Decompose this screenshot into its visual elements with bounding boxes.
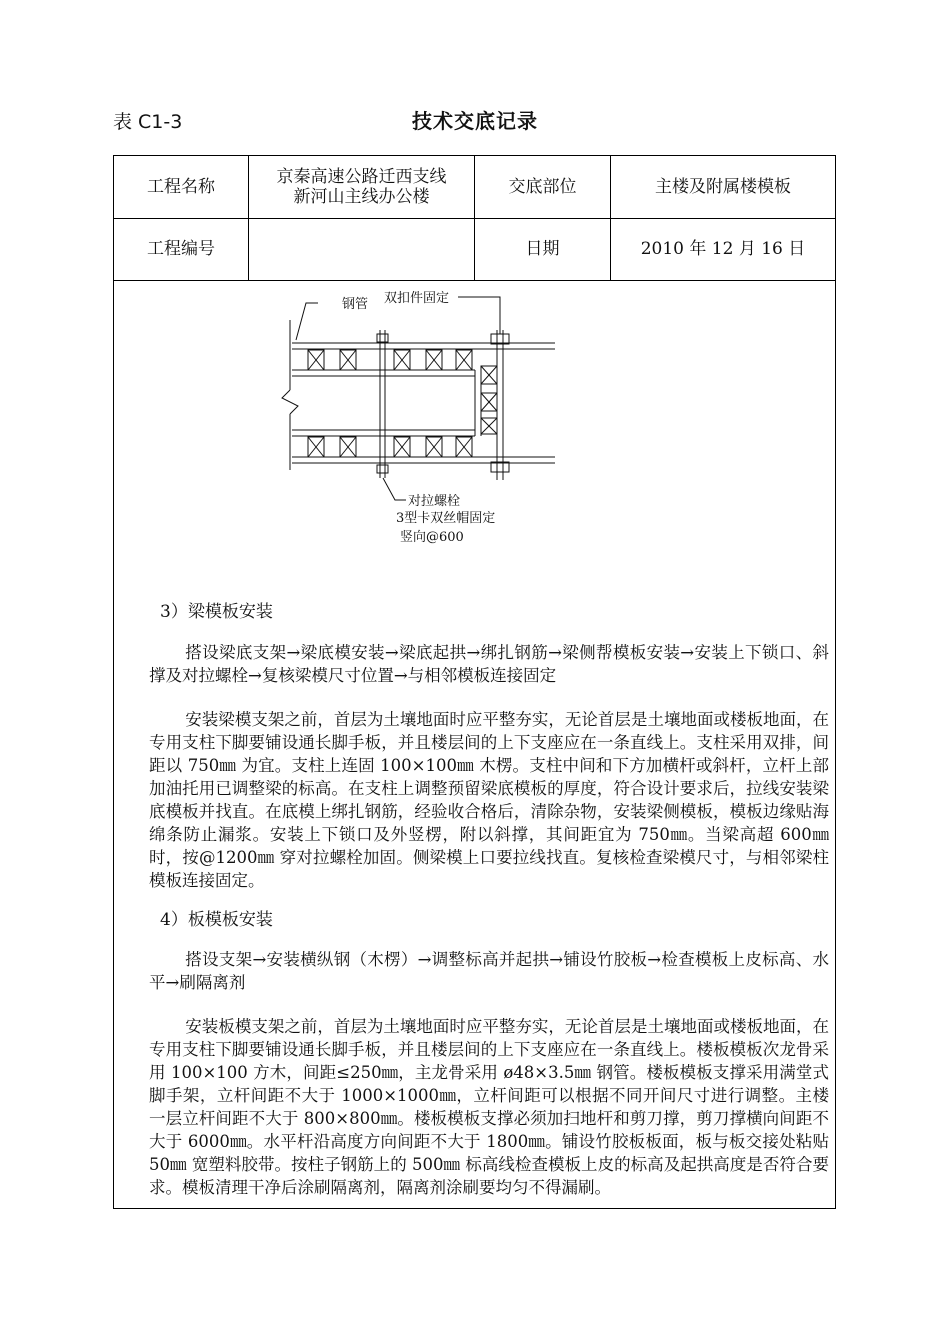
timber-blocks-lower — [308, 437, 472, 457]
timber-blocks-upper — [308, 350, 472, 370]
form-code: 表 C1-3 — [113, 111, 183, 133]
label-bolt: 对拉螺栓 — [408, 494, 461, 509]
label-card: 3型卡双丝帽固定 — [396, 511, 496, 526]
section-beam-flow: 搭设梁底支架→梁底模安装→梁底起拱→绑扎钢筋→梁侧帮模板安装→安装上下锁口、斜撑及对拉螺栓→复核梁模尺寸位置→与相邻模板连接固定 — [149, 643, 829, 685]
date-label: 日期 — [475, 218, 611, 280]
label-vertical: 竖向@600 — [400, 530, 464, 545]
section-slab-body: 安装板模支架之前，首层为土壤地面时应平整夯实，无论首层是土壤地面或楼板地面，在专用支柱下脚要铺设通长脚手板，并且楼层间的上下支座应在一条直线上。楼板模板次龙骨采用 100×100 方木，间距≤250㎜，主龙骨采用 ø48×3.5㎜ 钢管。楼板模板支撑采用满堂式脚手架，立杆间距不大于 1000×1000㎜，立杆间距可以根据不同开间尺寸进行调整。主楼一层立杆间距不大于 800×800㎜。楼板模板支撑必须加扫地杆和剪刀撑，剪刀撑横向间距不大于 6000㎜。水平杆沿高度方向间距不大于 1800㎜。铺设竹胶板板面，板与板交接处粘贴 50㎜ 宽塑料胶带。按柱子钢筋上的 500㎜ 标高线检查模板上皮的标高及起拱高度是否符合要求。模板清理干净后涂刷隔离剂，隔离剂涂刷要均匀不得漏刷。 — [149, 1017, 829, 1197]
document-title: 技术交底记录 — [412, 109, 538, 133]
section-beam-heading: 3）梁模板安装 — [160, 602, 273, 622]
timber-blocks-right — [481, 366, 497, 434]
section-beam-body: 安装梁模支架之前，首层为土壤地面时应平整夯实，无论首层是土壤地面或楼板地面，在专用支柱下脚要铺设通长脚手板，并且楼层间的上下支座应在一条直线上。支柱采用双排，间距以 750㎜ 为宜。支柱上连固 100×100㎜ 木楞。支柱中间和下方加横杆或斜杆，立杆上部加油托用已调整梁的标高。在支柱上调整预留梁底模板的厚度，符合设计要求后，拉线安装梁底模板并找直。在底模上绑扎钢筋，经验收合格后，清除杂物，安装梁侧模板，模板边缘贴海绵条防止漏浆。安装上下锁口及外竖楞，附以斜撑，其间距宜为 750㎜。当梁高超 600㎜ 时，按@1200㎜ 穿对拉螺栓加固。侧梁模上口要拉线找直。复核检查梁模尺寸，与相邻梁柱模板连接固定。 — [149, 710, 829, 890]
label-clamp: 双扣件固定 — [384, 291, 450, 306]
formwork-diagram — [0, 0, 950, 560]
section-slab-flow: 搭设支架→安装横纵钢（木楞）→调整标高并起拱→铺设竹胶板→检查模板上皮标高、水平→刷隔离剂 — [149, 950, 829, 992]
project-name-line1: 京秦高速公路迁西支线 — [276, 167, 447, 187]
section-slab-heading: 4）板模板安装 — [160, 910, 273, 930]
project-no-label: 工程编号 — [114, 218, 249, 280]
project-name-label: 工程名称 — [114, 156, 249, 218]
wall-break — [282, 390, 298, 414]
label-pipe: 钢管 — [342, 297, 369, 312]
location-value: 主楼及附属楼模板 — [655, 177, 791, 197]
date-value: 2010 年 12 月 16 日 — [640, 239, 806, 259]
location-label: 交底部位 — [475, 156, 611, 218]
project-name-line2: 新河山主线办公楼 — [293, 187, 430, 207]
